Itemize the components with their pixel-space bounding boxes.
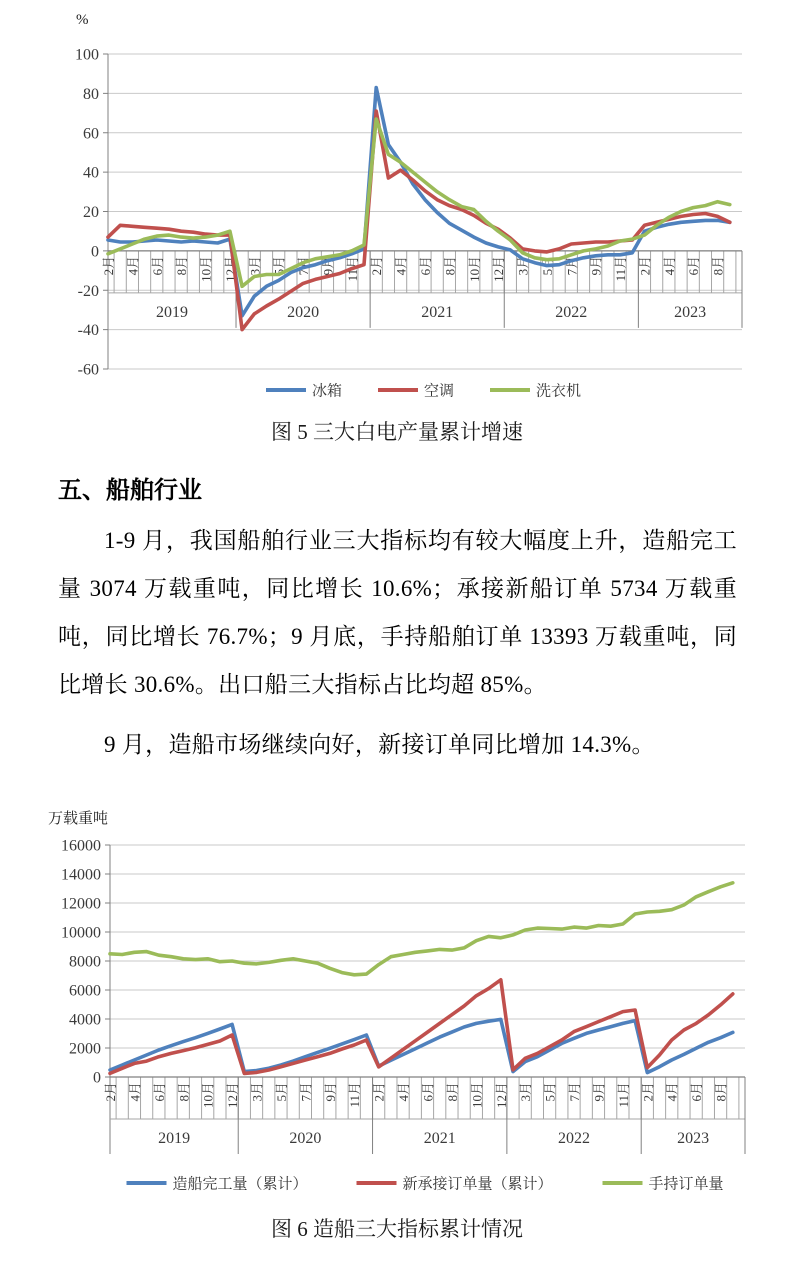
paragraph-shipbuilding-2: 9 月，造船市场继续向好，新接订单同比增加 14.3%。: [104, 732, 655, 757]
y-tick-label: 16000: [61, 837, 101, 855]
x-tick-label: 4月: [125, 255, 141, 276]
x-tick-label: 5月: [273, 1082, 289, 1102]
figure6-caption: 图 6 造船三大指标累计情况: [271, 1217, 523, 1241]
y-tick-label: 80: [83, 85, 99, 103]
section-heading: 五、船舶行业: [58, 477, 202, 504]
document-page: [0, 4, 794, 1287]
axis-unit-label: %: [76, 12, 89, 28]
x-tick-label: 10月: [198, 255, 214, 282]
y-tick-label: 6000: [69, 982, 101, 1000]
y-tick-label: 60: [83, 125, 99, 143]
x-tick-label: 11月: [613, 255, 629, 282]
y-tick-label: 8000: [69, 953, 101, 971]
legend-label: 洗衣机: [536, 383, 582, 400]
x-tick-label: 7月: [564, 255, 580, 276]
y-tick-label: 4000: [69, 1011, 101, 1029]
year-label: 2020: [289, 1130, 322, 1147]
y-tick-label: -40: [77, 322, 99, 340]
y-tick-label: -60: [77, 361, 99, 379]
x-tick-label: 3月: [515, 255, 531, 276]
legend-label: 冰箱: [312, 383, 343, 400]
year-label: 2019: [158, 1130, 191, 1147]
x-tick-label: 2月: [101, 255, 116, 276]
y-tick-label: -20: [77, 282, 99, 300]
x-tick-label: 12月: [491, 255, 507, 282]
x-tick-label: 5月: [271, 255, 287, 276]
axis-unit-label: 万载重吨: [48, 811, 109, 827]
x-tick-label: 2月: [637, 255, 653, 276]
x-tick-label: 12月: [225, 1082, 241, 1109]
fig6-series-line: [110, 980, 733, 1074]
x-tick-label: 8月: [713, 1082, 729, 1102]
x-tick-label: 2月: [640, 1082, 656, 1102]
y-tick-label: 0: [91, 243, 99, 261]
y-tick-label: 2000: [69, 1040, 101, 1058]
x-tick-label: 4月: [664, 1082, 680, 1102]
y-tick-label: 14000: [61, 866, 101, 884]
year-label: 2020: [287, 303, 320, 321]
x-tick-label: 2月: [369, 255, 385, 276]
x-tick-label: 6月: [149, 255, 165, 276]
legend-label: 空调: [424, 383, 455, 400]
x-tick-label: 12月: [493, 1082, 509, 1109]
x-tick-label: 8月: [444, 1082, 460, 1102]
x-tick-label: 8月: [176, 1082, 192, 1102]
x-tick-label: 8月: [174, 255, 190, 276]
year-label: 2022: [558, 1130, 591, 1147]
x-tick-label: 5月: [539, 255, 555, 276]
x-tick-label: 9月: [588, 255, 604, 276]
x-tick-label: 6月: [418, 255, 433, 276]
x-tick-label: 8月: [710, 255, 726, 276]
x-tick-label: 3月: [247, 255, 263, 276]
legend-label: 手持订单量: [648, 1176, 724, 1193]
y-tick-label: 0: [93, 1069, 101, 1087]
year-label: 2023: [674, 303, 707, 321]
x-tick-label: 2月: [103, 1082, 118, 1102]
x-tick-label: 8月: [442, 255, 458, 276]
year-label: 2021: [423, 1130, 456, 1147]
x-tick-label: 10月: [469, 1082, 485, 1109]
legend-label: 新承接订单量（累计）: [402, 1176, 553, 1193]
x-tick-label: 7月: [567, 1082, 583, 1102]
x-tick-label: 11月: [344, 255, 360, 282]
x-tick-label: 6月: [420, 1082, 436, 1102]
fig5-series-line: [108, 111, 730, 330]
x-tick-label: 3月: [249, 1082, 265, 1102]
x-tick-label: 4月: [393, 255, 409, 276]
x-tick-label: 5月: [542, 1082, 558, 1102]
x-tick-label: 4月: [127, 1082, 143, 1102]
y-tick-label: 10000: [61, 924, 101, 942]
x-tick-label: 11月: [615, 1082, 631, 1108]
x-tick-label: 4月: [661, 255, 677, 276]
year-label: 2022: [555, 303, 588, 321]
x-tick-label: 9月: [591, 1082, 607, 1102]
x-tick-label: 2月: [371, 1082, 387, 1102]
year-label: 2019: [156, 303, 189, 321]
year-label: 2021: [421, 303, 454, 321]
figure5-chart: [40, 4, 794, 404]
y-tick-label: 40: [83, 164, 99, 182]
x-tick-label: 7月: [298, 1082, 314, 1102]
x-tick-label: 4月: [396, 1082, 412, 1102]
x-tick-label: 10月: [466, 255, 482, 282]
x-tick-label: 6月: [689, 1082, 705, 1102]
figure5-caption: 图 5 三大白电产量累计增速: [271, 420, 523, 444]
x-tick-label: 7月: [296, 255, 312, 276]
year-label: 2023: [677, 1130, 710, 1147]
x-tick-label: 12月: [222, 255, 238, 282]
x-tick-label: 3月: [518, 1082, 534, 1102]
y-tick-label: 20: [83, 204, 99, 221]
y-tick-label: 12000: [61, 895, 101, 913]
legend-label: 造船完工量（累计）: [172, 1176, 308, 1193]
x-tick-label: 9月: [322, 1082, 338, 1102]
paragraph-shipbuilding-1: 1-9 月，我国船舶行业三大指标均有较大幅度上升，造船完工量 3074 万载重吨，同比增长 10.6%；承接新船订单 5734 万载重吨，同比增长 76.7%；9 月底，手持船舶订单 13393 万载重吨，同比增长 30.6%。出口船三大指标占比均超 85%。: [58, 528, 737, 697]
x-tick-label: 6月: [151, 1082, 167, 1102]
x-tick-label: 10月: [200, 1082, 216, 1109]
figure6-chart: [40, 803, 794, 1201]
x-tick-label: 9月: [320, 255, 336, 276]
x-tick-label: 6月: [686, 255, 702, 276]
y-tick-label: 100: [75, 46, 99, 64]
x-tick-label: 11月: [347, 1082, 363, 1108]
